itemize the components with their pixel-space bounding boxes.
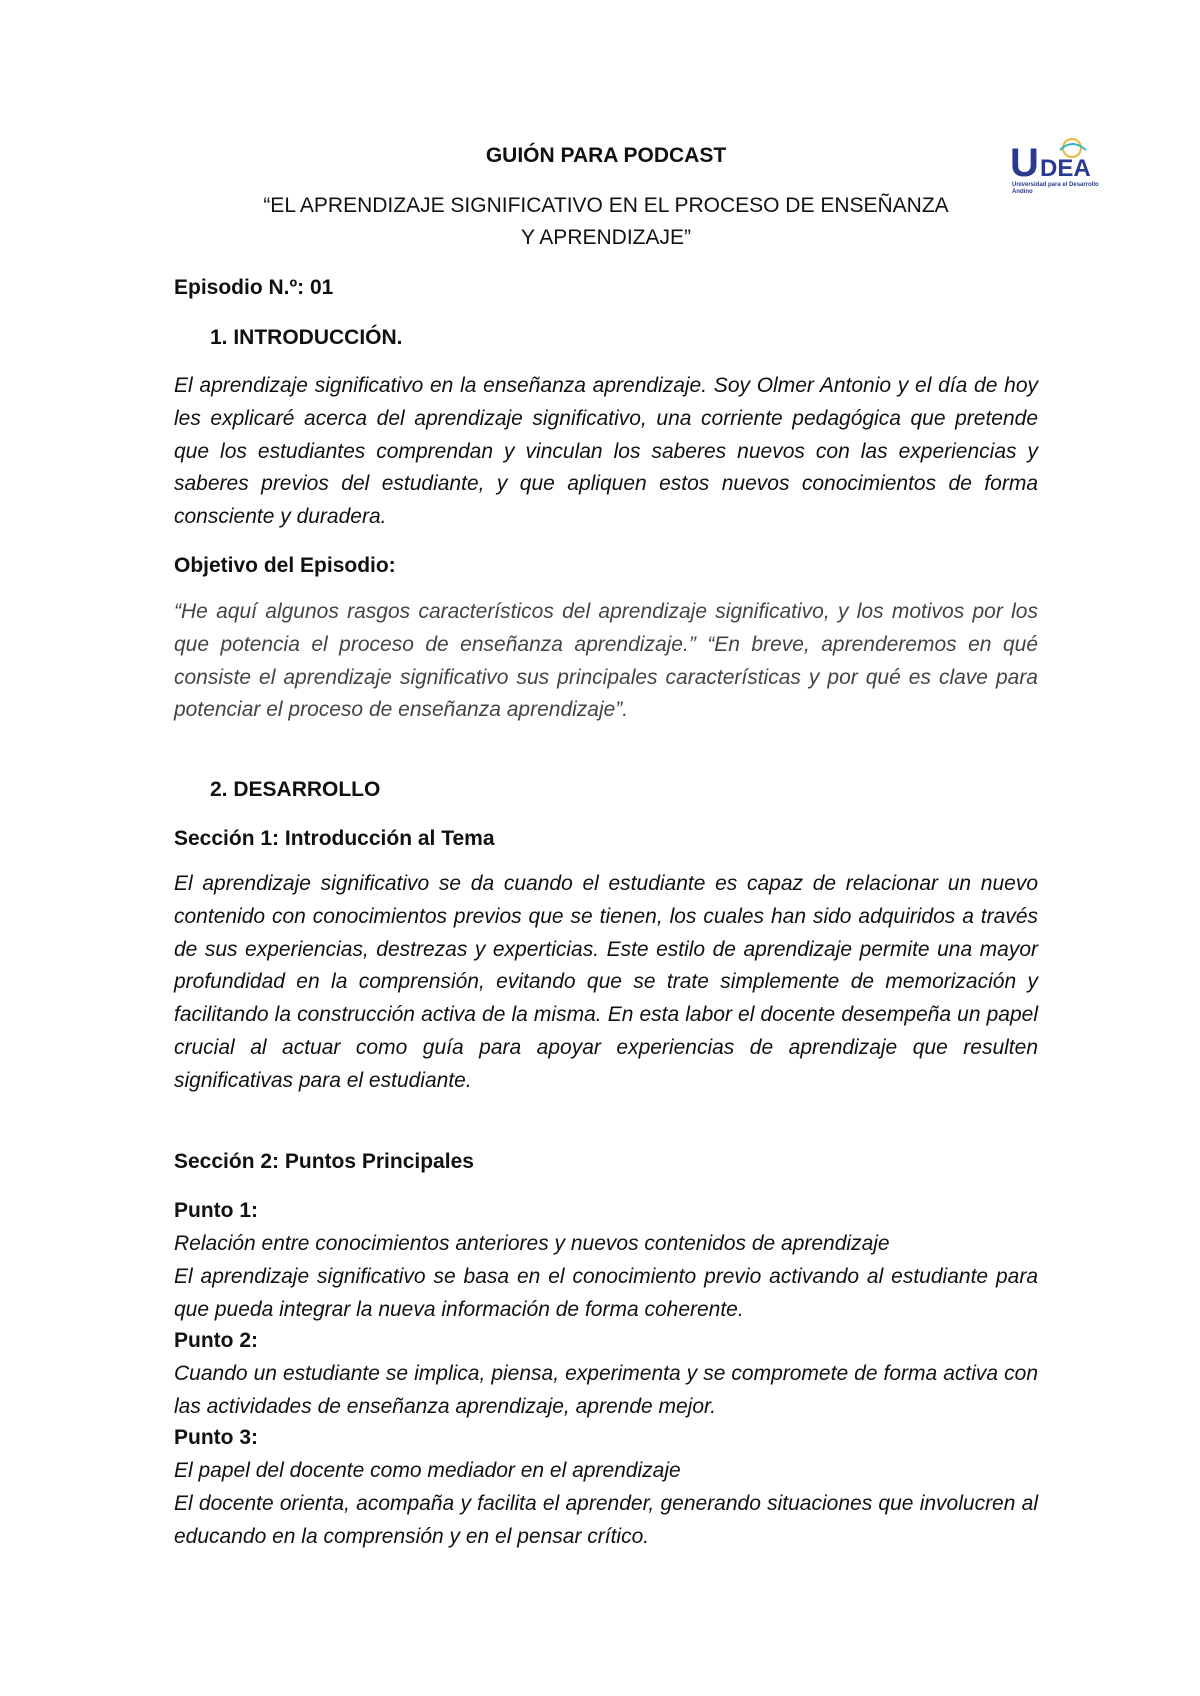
logo-letters-dea: DEA <box>1040 155 1091 180</box>
section2-heading: Sección 2: Puntos Principales <box>174 1150 474 1173</box>
document-subtitle-line1: “EL APRENDIZAJE SIGNIFICATIVO EN EL PROCESO DE ENSEÑANZA <box>263 194 949 217</box>
point1-title: Relación entre conocimientos anteriores y nuevos contenidos de aprendizaje <box>174 1232 890 1255</box>
point1-label: Punto 1: <box>174 1199 258 1222</box>
point3-label: Punto 3: <box>174 1426 258 1449</box>
document-subtitle-line2: Y APRENDIZAJE” <box>521 226 691 249</box>
episode-number: Episodio N.º: 01 <box>174 276 334 299</box>
point3-title: El papel del docente como mediador en el aprendizaje <box>174 1459 681 1482</box>
document-title: GUIÓN PARA PODCAST <box>485 144 727 167</box>
objective-paragraph: “He aquí algunos rasgos característicos del aprendizaje significativo, y los motivos por los que potencia el proceso de enseñanza aprendizaje.” “En breve, aprenderemos en qué consiste el aprendizaje significativo sus principales características y por qué es clave para potenciar el proceso de enseñanza aprendizaje”. <box>174 600 1038 722</box>
development-heading: 2. DESARROLLO <box>210 778 381 801</box>
objective-heading: Objetivo del Episodio: <box>174 554 396 577</box>
point2-label: Punto 2: <box>174 1329 258 1352</box>
intro-heading: 1. INTRODUCCIÓN. <box>210 326 403 349</box>
point1-text: El aprendizaje significativo se basa en el conocimiento previo activando al estudiante para que pueda integrar la nueva información de forma coherente. <box>174 1265 1038 1321</box>
logo-letter-u: U <box>1010 141 1039 180</box>
logo-caption: Universidad para el Desarrollo Andino <box>1012 182 1099 195</box>
point3-text: El docente orienta, acompaña y facilita el aprender, generando situaciones que involucren al educando en la comprensión y en el pensar crítico. <box>174 1492 1038 1548</box>
point2-text: Cuando un estudiante se implica, piensa, experimenta y se compromete de forma activa con las actividades de enseñanza aprendizaje, aprende mejor. <box>174 1362 1038 1418</box>
intro-paragraph: El aprendizaje significativo en la enseñanza aprendizaje. Soy Olmer Antonio y el día de hoy les explicaré acerca del aprendizaje significativo, una corriente pedagógica que pretende que los estudiantes comprendan y vinculan los saberes nuevos con las experiencias y saberes previos del estudiante, y que apliquen estos nuevos conocimientos de forma consciente y duradera. <box>174 374 1038 529</box>
section1-paragraph: El aprendizaje significativo se da cuando el estudiante es capaz de relacionar un nuevo contenido con conocimientos previos que se tienen, los cuales han sido adquiridos a través de sus experiencias, destrezas y experticias. Este estilo de aprendizaje permite una mayor profundidad en la comprensión, evitando que se trate simplemente de memorización y facilitando la construcción activa de la misma. En esta labor el docente desempeña un papel crucial al actuar como guía para apoyar experiencias de aprendizaje que resulten significativas para el estudiante. <box>174 872 1038 1092</box>
section1-heading: Sección 1: Introducción al Tema <box>174 827 495 850</box>
